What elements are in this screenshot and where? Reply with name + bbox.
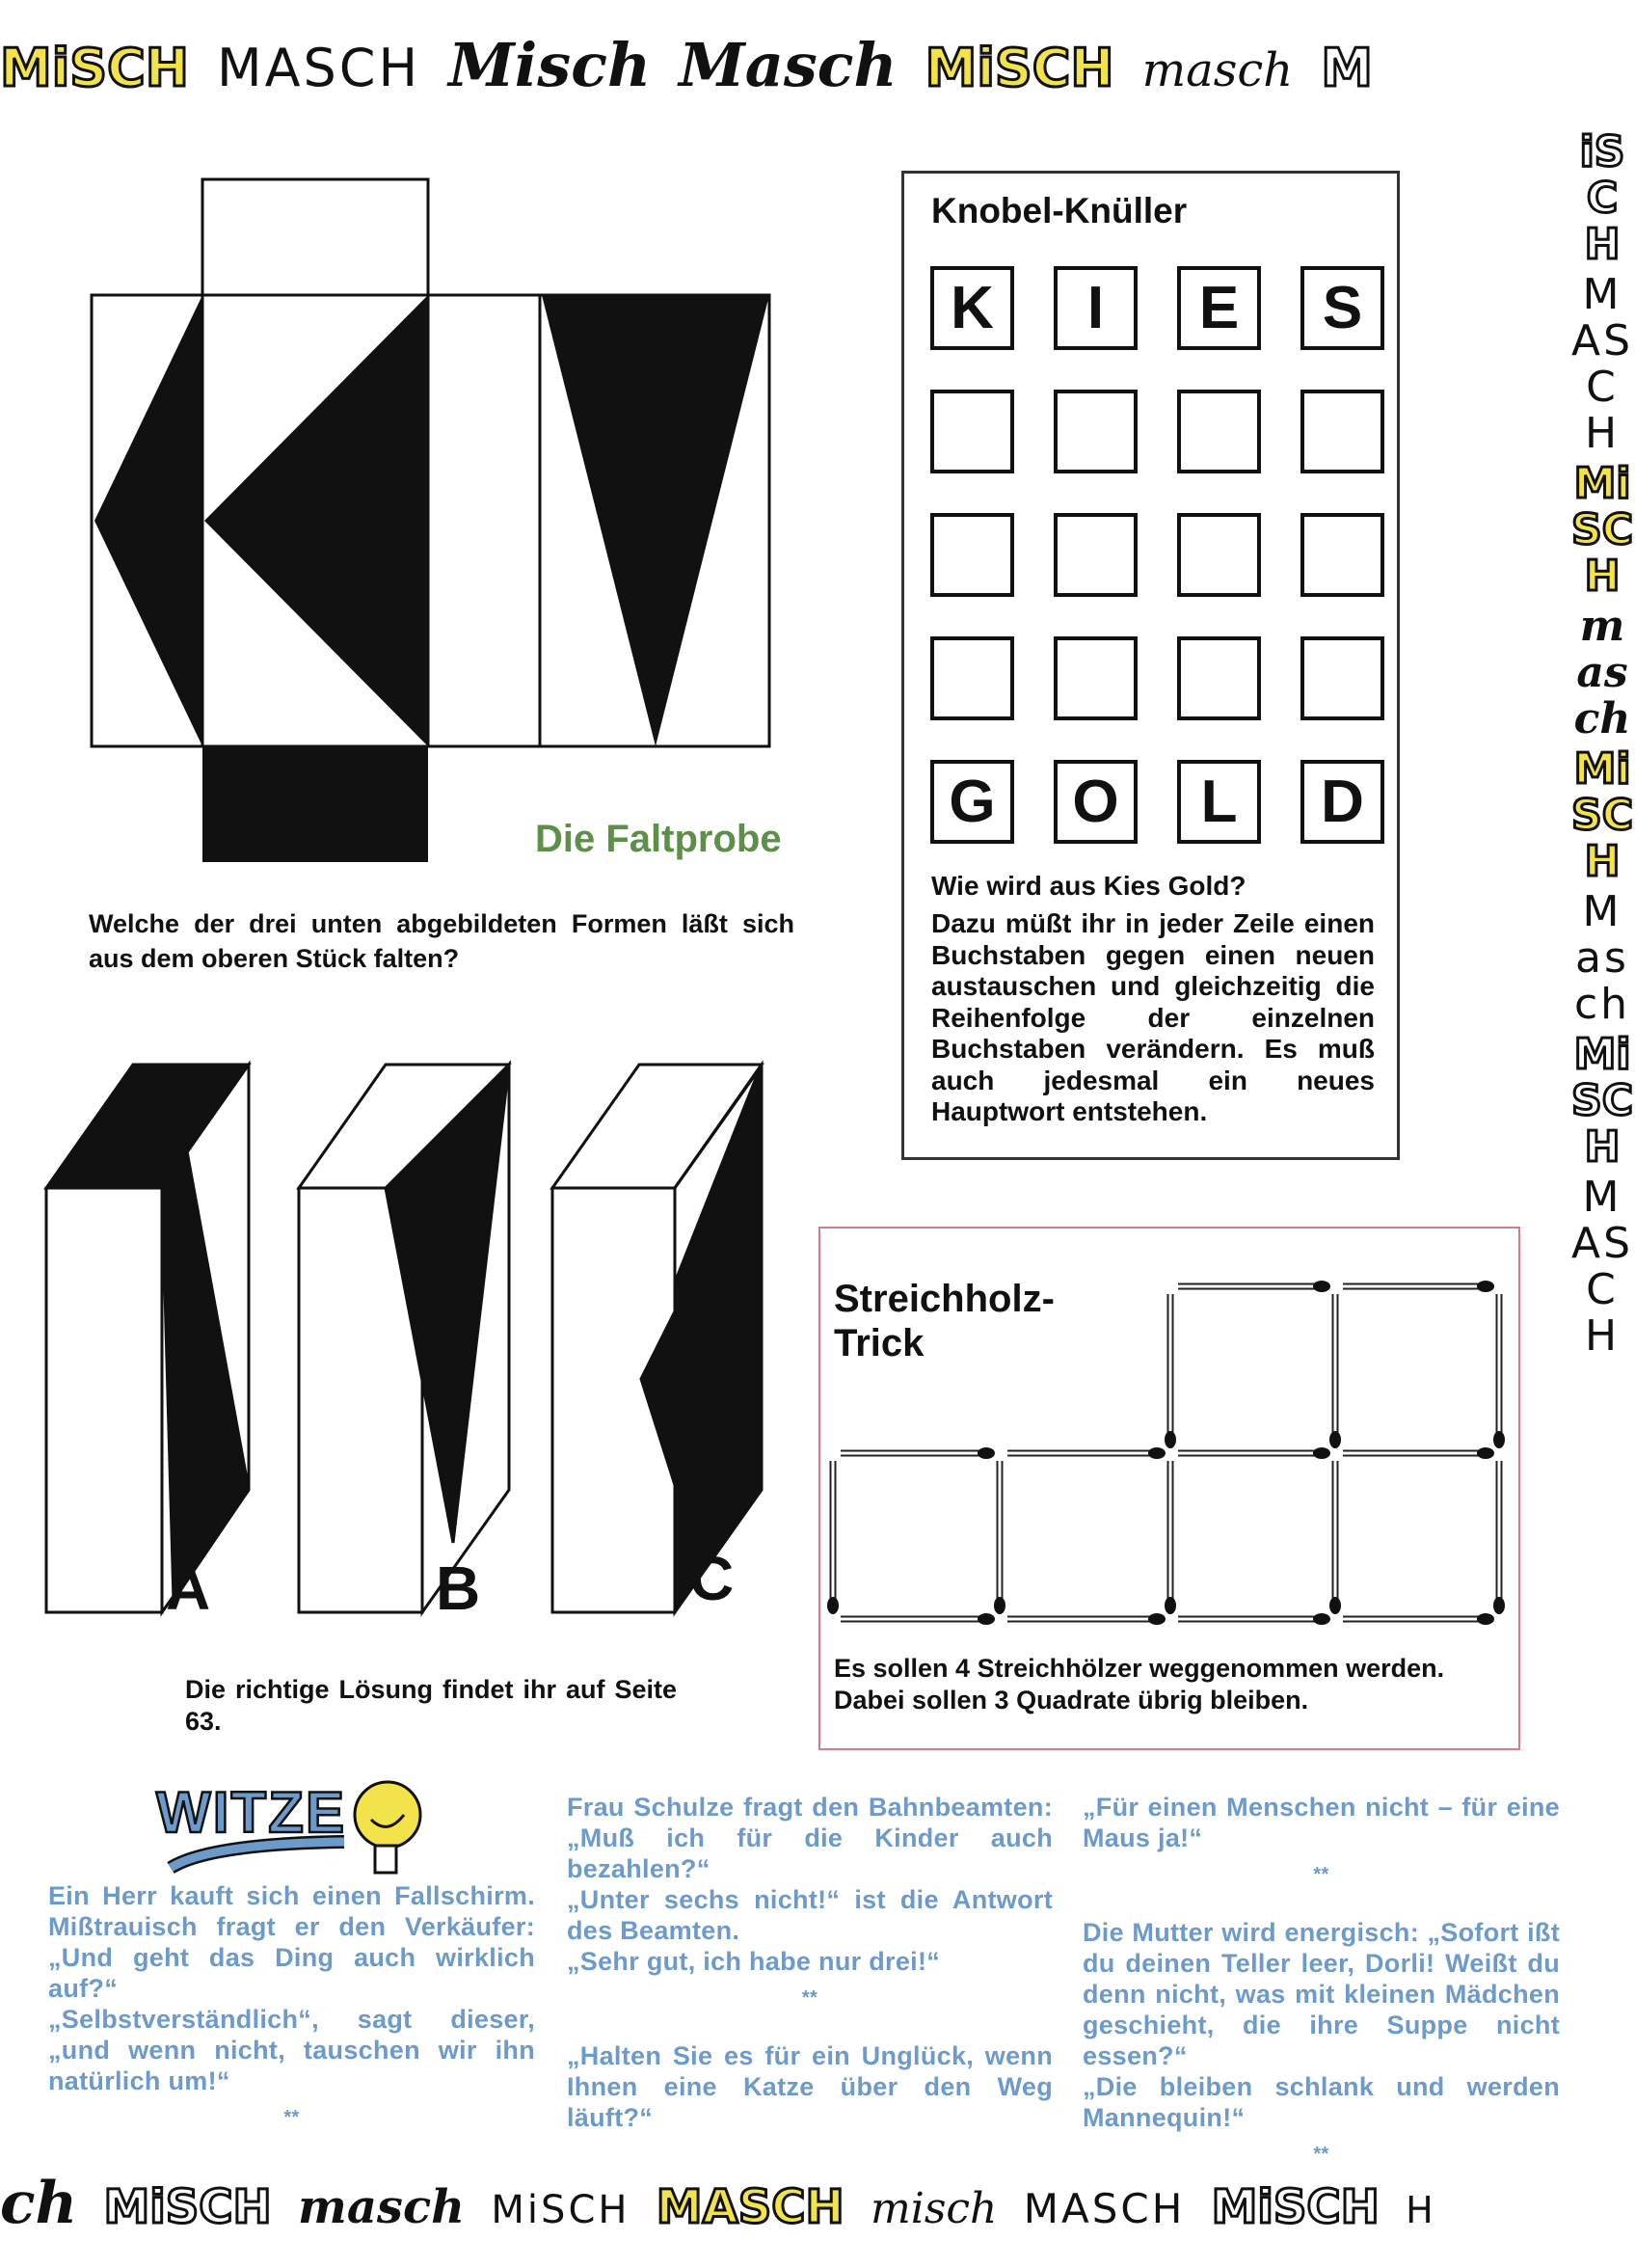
- banner-word: MiSCH: [1571, 1030, 1633, 1172]
- joke-text: „Halten Sie es für ein Unglück, wenn Ihnen eine Katze über den Weg läuft?“: [567, 2041, 1053, 2132]
- banner-word: MiSCH: [1211, 2180, 1380, 2234]
- empty-cell: [1054, 513, 1138, 597]
- witze-logo-text: WITZE: [156, 1780, 344, 1845]
- empty-cell: [1300, 390, 1384, 473]
- banner-word: MASCH: [216, 38, 421, 98]
- joke-column-1: [48, 1880, 535, 2160]
- joke-separator: **: [801, 1987, 818, 2009]
- banner-word: MiSCH: [925, 38, 1114, 98]
- banner-word: MASCH: [656, 2180, 844, 2234]
- joke-separator: **: [1313, 1864, 1329, 1885]
- witze-logo: [151, 1776, 431, 1882]
- joke-column-2: [567, 1792, 1053, 2133]
- banner-word: Masch: [679, 30, 898, 100]
- empty-cell: [1177, 513, 1261, 597]
- option-label-b: B: [436, 1553, 481, 1623]
- banner-word: ch: [0, 2170, 78, 2237]
- banner-word: MiSCH: [0, 38, 189, 98]
- joke-text: Frau Schulze fragt den Bahnbeamten: „Muß ich für die Kinder auch bezahlen?“: [567, 1793, 1053, 1883]
- match-head: [1165, 1431, 1176, 1448]
- knobel-question: Wie wird aus Kies Gold?: [931, 871, 1246, 901]
- joke-text: Die Mutter wird energisch: „Sofort ißt du deinen Teller leer, Dorli! Weißt du denn nicht, was mit kleinen Mädchen geschieht, die ihre Suppe nicht essen?“: [1083, 1918, 1560, 2070]
- letter-cell: I: [1054, 266, 1138, 350]
- banner-word: iSCH: [1579, 127, 1625, 269]
- faltprobe-question: Welche der drei unten abgebildeten Formen läßt sich aus dem oberen Stück falten?: [89, 909, 794, 973]
- shape-a: [46, 1065, 249, 1612]
- lightbulb-smiley-icon: [355, 1782, 420, 1848]
- banner-word: MiSCH: [103, 2180, 272, 2234]
- match-head: [978, 1613, 995, 1625]
- option-label-a: A: [166, 1553, 211, 1623]
- banner-word: Masch: [1573, 887, 1631, 1029]
- joke-text: „Selbstverständlich“, sagt dieser, „und wenn nicht, tauschen wir ihn natürlich um!“: [48, 2005, 535, 2095]
- letter-cell: S: [1300, 266, 1384, 350]
- empty-cell: [1054, 636, 1138, 720]
- joke-separator: **: [1313, 2144, 1329, 2165]
- shape-c: [552, 1065, 762, 1612]
- letter-cell: L: [1177, 760, 1261, 844]
- banner-word: MASCH: [1023, 2185, 1186, 2232]
- knobel-box: [901, 171, 1400, 1160]
- net-top-face: [202, 179, 428, 295]
- joke-text: „Die bleiben schlank und werden Mannequin!“: [1083, 2072, 1560, 2132]
- banner-word: MASCH: [1570, 1173, 1634, 1361]
- empty-cell: [930, 390, 1014, 473]
- match-head: [1148, 1613, 1166, 1625]
- empty-cell: [930, 636, 1014, 720]
- match-head: [1313, 1613, 1330, 1625]
- banner-word: M: [1321, 38, 1373, 98]
- banner-word: masch: [1573, 602, 1631, 743]
- faltprobe-title: Die Faltprobe: [535, 818, 782, 860]
- letter-cell: E: [1177, 266, 1261, 350]
- streichholz-task: Es sollen 4 Streichhölzer weggenommen werden. Dabei sollen 3 Quadrate übrig bleiben.: [834, 1654, 1445, 1714]
- match-head: [1148, 1447, 1166, 1459]
- option-label-c: C: [689, 1544, 735, 1613]
- letter-cell: O: [1054, 760, 1138, 844]
- empty-cell: [930, 513, 1014, 597]
- match-head: [1165, 1597, 1176, 1614]
- match-head: [1477, 1613, 1494, 1625]
- banner-word: Misch: [448, 30, 652, 100]
- banner-word: MiSCH: [1571, 459, 1633, 601]
- match-head: [827, 1597, 839, 1614]
- joke-text: „Unter sechs nicht!“ ist die Antwort des Beamten.: [567, 1885, 1053, 1945]
- empty-cell: [1054, 390, 1138, 473]
- match-head: [1493, 1431, 1505, 1448]
- solution-hint: Die richtige Lösung findet ihr auf Seite 63.: [185, 1675, 677, 1736]
- letter-cell: K: [930, 266, 1014, 350]
- empty-cell: [1177, 636, 1261, 720]
- banner-word: MiSCH: [491, 2188, 630, 2232]
- banner-word: H: [1406, 2189, 1436, 2231]
- empty-cell: [1300, 513, 1384, 597]
- banner-word: masch: [1141, 43, 1294, 97]
- match-head: [978, 1447, 995, 1459]
- empty-cell: [1300, 636, 1384, 720]
- shape-b: [299, 1065, 509, 1612]
- streichholz-box: [818, 1227, 1520, 1750]
- joke-text: „Sehr gut, ich habe nur drei!“: [567, 1947, 941, 1976]
- match-head: [1329, 1597, 1341, 1614]
- letter-cell: D: [1300, 760, 1384, 844]
- joke-column-3: [1083, 1792, 1560, 2197]
- banner-word: MiSCH: [1571, 744, 1633, 886]
- banner-word: misch: [871, 2184, 998, 2233]
- match-head: [994, 1597, 1005, 1614]
- banner-word: MASCH: [1570, 270, 1634, 458]
- match-head: [1329, 1431, 1341, 1448]
- match-head: [1313, 1281, 1330, 1292]
- knobel-title: Knobel-Knüller: [931, 191, 1188, 230]
- knobel-instructions: Dazu müßt ihr in jeder Zeile einen Buchstaben gegen einen neuen austauschen und gleichzeitig die Reihenfolge der einzelnen Buchstaben verändern. Es muß auch jedesmal ein neues Hauptwort entstehen.: [931, 908, 1375, 1126]
- joke-text: „Für einen Menschen nicht – für eine Maus ja!“: [1083, 1793, 1560, 1852]
- joke-text: Ein Herr kauft sich einen Fallschirm. Mißtrauisch fragt er den Verkäufer: „Und geht das Ding auch wirklich auf?“: [48, 1881, 535, 2003]
- match-head: [1493, 1597, 1505, 1614]
- banner-word: masch: [298, 2180, 466, 2234]
- net-bottom-face: [202, 746, 428, 862]
- joke-separator: **: [283, 2107, 300, 2128]
- empty-cell: [1177, 390, 1261, 473]
- witze-logo-graphic: [151, 1776, 431, 1882]
- letter-cell: G: [930, 760, 1014, 844]
- match-head: [1477, 1281, 1494, 1292]
- streichholz-title: Streichholz-Trick: [834, 1278, 1055, 1364]
- match-head: [1313, 1447, 1330, 1459]
- match-head: [1477, 1447, 1494, 1459]
